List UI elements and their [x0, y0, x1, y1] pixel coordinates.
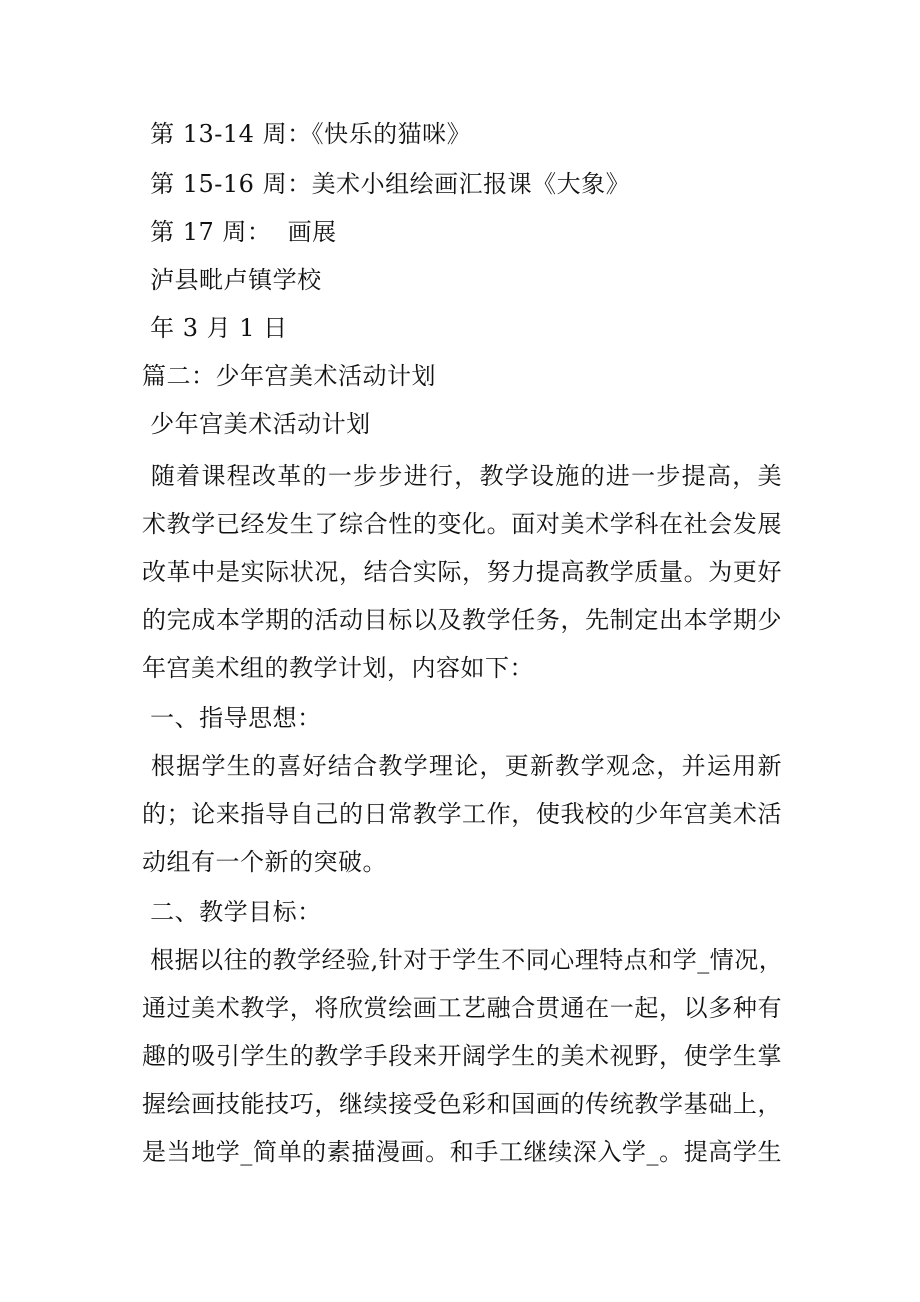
section-one-heading: 一、指导思想： — [142, 704, 322, 732]
intro-line: 的完成本学期的活动目标以及教学任务，先制定出本学期少 — [142, 606, 782, 634]
schedule-week-17: 第 17 周： 画展 — [142, 218, 337, 246]
section-two-line: 握绘画技能技巧，继续接受色彩和国画的传统教学基础上， — [142, 1090, 782, 1118]
section-two-line: 是当地学_简单的素描漫画。和手工继续深入学_。提高学生 — [142, 1138, 782, 1166]
section-one-line: 动组有一个新的突破。 — [142, 848, 387, 876]
chapter-heading: 篇二：少年宫美术活动计划 — [142, 362, 436, 390]
schedule-week-13-14: 第 13-14 周：《快乐的猫咪》 — [142, 120, 472, 148]
section-one-line: 的；论来指导自己的日常教学工作，使我校的少年宫美术活 — [142, 800, 782, 828]
intro-line: 随着课程改革的一步步进行，教学设施的进一步提高，美 — [142, 462, 782, 490]
schedule-week-15-16: 第 15-16 周：美术小组绘画汇报课《大象》 — [142, 170, 631, 198]
section-two-line: 根据以往的教学经验,针对于学生不同心理特点和学_情况， — [142, 946, 784, 974]
school-name: 泸县毗卢镇学校 — [142, 266, 322, 294]
section-one-line: 根据学生的喜好结合教学理论，更新教学观念，并运用新 — [142, 752, 782, 780]
intro-line: 术教学已经发生了综合性的变化。面对美术学科在社会发展 — [142, 510, 782, 538]
chapter-title: 少年宫美术活动计划 — [142, 410, 371, 438]
intro-line: 年宫美术组的教学计划，内容如下： — [142, 654, 534, 682]
section-two-heading: 二、教学目标： — [142, 898, 322, 926]
document-date: 年 3 月 1 日 — [142, 314, 288, 342]
section-two-line: 通过美术教学，将欣赏绘画工艺融合贯通在一起，以多种有 — [142, 994, 782, 1022]
intro-line: 改革中是实际状况，结合实际，努力提高教学质量。为更好 — [142, 558, 782, 586]
section-two-line: 趣的吸引学生的教学手段来开阔学生的美术视野，使学生掌 — [142, 1042, 782, 1070]
